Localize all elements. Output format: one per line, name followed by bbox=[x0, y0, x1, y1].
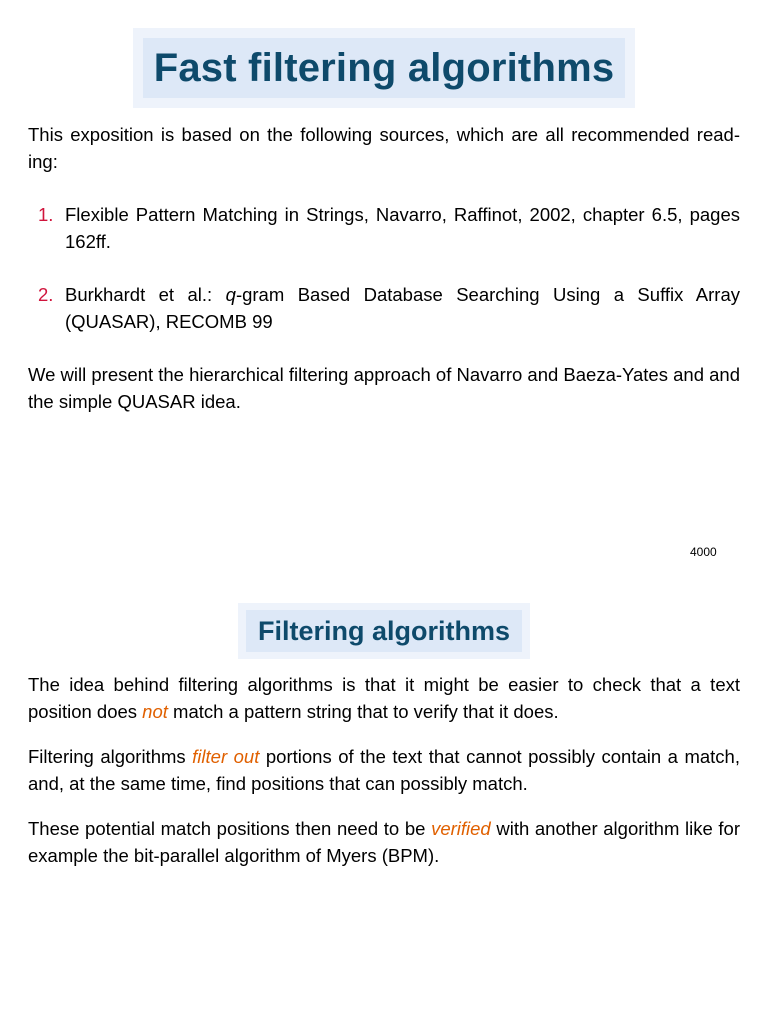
filter-paragraph-1 bbox=[28, 671, 740, 725]
slide2-title-box bbox=[238, 603, 530, 659]
intro-paragraph bbox=[28, 121, 740, 175]
intro-line-2: ing: bbox=[28, 151, 58, 172]
p2-emphasis: filter out bbox=[192, 746, 260, 767]
source-2-prefix: Burkhardt et al.: bbox=[65, 284, 226, 305]
p3-text-a: These potential match positions then need to be bbox=[28, 818, 432, 839]
outro-paragraph: We will present the hierarchical filtering approach of Navarro and Baeza-Yates and and the simple QUASAR idea. bbox=[28, 364, 740, 412]
p1-text-a: The idea behind filtering algorithms is that it might be easier to check that a text position does bbox=[28, 674, 740, 722]
p3-emphasis: verified bbox=[431, 818, 491, 839]
page-number: 4000 bbox=[690, 545, 717, 559]
source-2-suffix: -gram Based Database Searching Using a Suffix Array (QUASAR), RECOMB 99 bbox=[65, 284, 740, 332]
source-number-2: 2. bbox=[38, 284, 54, 305]
p2-text-a: Filtering algorithms bbox=[28, 746, 193, 767]
slide1-title-box bbox=[133, 28, 635, 108]
intro-line-1: This exposition is based on the following sources, which are all recommended read- bbox=[28, 124, 740, 145]
source-text-2 bbox=[65, 281, 740, 335]
p1-text-b: match a pattern string that to verify that it does. bbox=[167, 701, 559, 722]
source-text-1: Flexible Pattern Matching in Strings, Navarro, Raffinot, 2002, chapter 6.5, pages 162ff. bbox=[65, 204, 740, 252]
filter-paragraph-2 bbox=[28, 743, 740, 797]
source-item-1 bbox=[28, 201, 740, 255]
filter-paragraph-3 bbox=[28, 815, 740, 869]
slide2-title: Filtering algorithms bbox=[246, 610, 522, 652]
source-2-italic-q: q bbox=[225, 284, 236, 305]
slide1-title: Fast filtering algorithms bbox=[143, 38, 625, 98]
p2-text-b: portions of the text that cannot possibly contain a match, and, at the same time, find positions that can possibly match. bbox=[28, 746, 740, 794]
source-number-1: 1. bbox=[38, 204, 54, 225]
p1-emphasis: not bbox=[142, 701, 168, 722]
p3-text-b: with another algorithm like for example the bit-parallel algorithm of Myers (BPM). bbox=[28, 818, 740, 866]
source-item-2 bbox=[28, 281, 740, 335]
